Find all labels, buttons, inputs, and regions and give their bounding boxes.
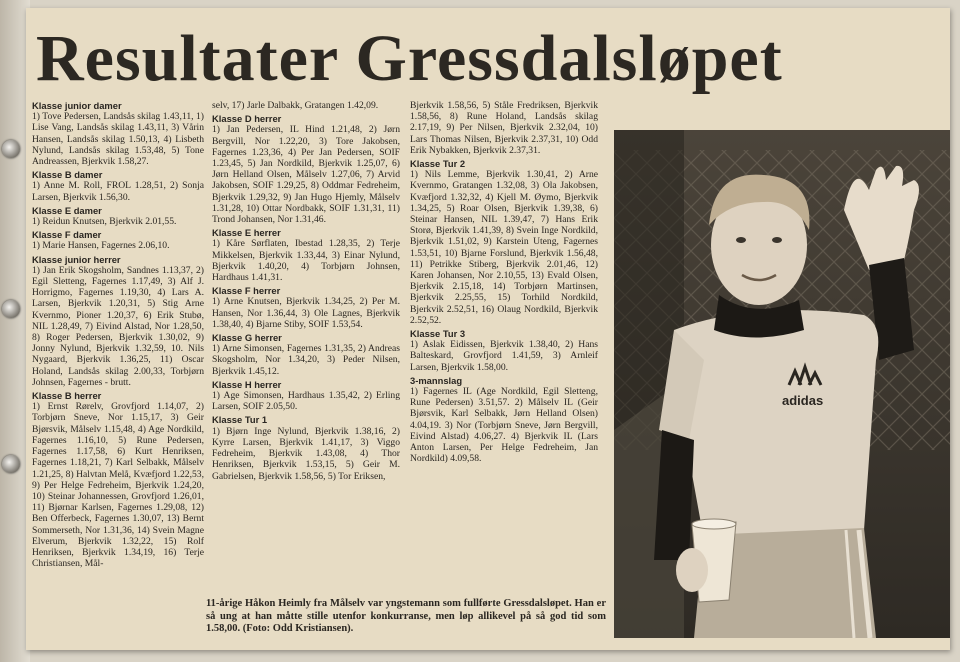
binder-ring (2, 300, 20, 318)
section-title: Klasse E damer (32, 204, 102, 216)
section-results: 1) Ernst Rørelv, Grovfjord 1.14,07, 2) Torbjørn Sneve, Nor 1.15,17, 3) Geir Bjørsvik, Målselv 1.15,48, 4) Age Nordkild, Fagernes 1.16,10, 5) Rune Pedersen, Fagernes 1.17,58, 6) Kurt Henriksen, Fagernes 1.18,21, 7) Karl Selbakk, Målselv 1.21,25, 8) Halvtan Melå, Kvæfjord 1.22,53, 9) Per Helge Fedreheim, Bjerkvik 1.24,20, 10) Steinar Johannessen, Grovfjord 1.26,01, 11) Bjørnar Karlsen, Fagernes 1.29,08, 12) Ben Offerbeck, Fagernes 1.30,07, 13) Bernt Sommerseth, Nor 1.31,36, 14) Svein Magne Elverum, Bjerkvik 1.32,22, 15) Rolf Henriksen, Bjerkvik 1.34,19, 16) Terje Christiansen, Mål- (32, 401, 204, 570)
section-title: Klasse F herrer (212, 285, 281, 297)
section-results: Bjerkvik 1.58,56, 5) Ståle Fredriksen, Bjerkvik 1.58,56, 8) Rune Holand, Landsås skilag 2.17,19, 9) Per Nilsen, Bjerkvik 2.32,04, 10) Lars Thomas Nilsen, Bjerkvik 2.37,31, 10) Odd Erik Nybakken, Bjerkvik 2.37,31. (410, 100, 598, 156)
result-section (32, 169, 204, 203)
section-title: Klasse F damer (32, 229, 102, 241)
result-section (32, 229, 204, 251)
section-results: 1) Reidun Knutsen, Bjerkvik 2.01,55. (32, 216, 177, 228)
section-results: 1) Kåre Sørflaten, Ibestad 1.28,35, 2) Terje Mikkelsen, Bjerkvik 1.33,44, 3) Einar Nylund, Bjerkvik 1.40,20, 4) Torbjørn Johnsen, Hardhaus 1.41,31. (212, 238, 400, 284)
section-title: 3-mannslag (410, 374, 463, 386)
result-section (410, 328, 598, 373)
section-results: 1) Anne M. Roll, FROL 1.28,51, 2) Sonja Larsen, Bjerkvik 1.56,30. (32, 180, 204, 203)
headline: Resultater Gressdalsløpet (36, 22, 783, 95)
section-results: 1) Nils Lemme, Bjerkvik 1.30,41, 2) Arne Kvernmo, Gratangen 1.32,08, 3) Ola Jakobsen, Kvæfjord 1.32,32, 4) Kjell M. Øymo, Bjerkvik 1.34,25, 5) Roar Olsen, Bjerkvik 1.39,38, 6) Steinar Hansen, NIL 1.39,47, 7) Hans Erik Storø, Bjerkvik 1.41,39, 8) Svein Inge Nordkild, Bjerkvik 1.51,02, 9) Karstein Uteng, Fagernes 1.53,51, 10) Bjarne Forslund, Bjerkvik 1.56,48, 11) Petrikke Stiberg, Bjerkvik 2.01,46, 12) Karen Johansen, Nor 2.10,55, 13) Evald Olsen, Bjerkvik 2.15,18, 14) Torbjørn Martinsen, Bjerkvik 2.25,55, 15) Torhild Nordkild, Bjerkvik 2.52,51, 16) Olaug Nordkild, Bjerkvik 2.52,52. (410, 169, 598, 326)
newspaper-clipping (26, 8, 950, 650)
result-section (212, 414, 400, 481)
section-title: Klasse junior damer (32, 100, 122, 111)
shirt-logo-text: adidas (782, 393, 824, 408)
result-section (32, 100, 204, 167)
results-column-1 (32, 100, 204, 571)
result-section (410, 158, 598, 326)
section-title: Klasse G herrer (212, 332, 282, 344)
section-results: 1) Tove Pedersen, Landsås skilag 1.43,11, 1) Lise Vang, Landsås skilag 1.43,11, 3) Vårin Hansen, Landsås skilag 1.50,13, 4) Lisbeth Nylund, Landsås skilag 1.53,48, 5) Tone Andreassen, Bjerkvik 1.58,27. (32, 111, 204, 168)
section-title: Klasse Tur 3 (410, 328, 466, 340)
result-section (212, 332, 400, 377)
section-results: selv, 17) Jarle Dalbakk, Gratangen 1.42,09. (212, 100, 379, 111)
section-results: 1) Aslak Eidissen, Bjerkvik 1.38,40, 2) Hans Balteskard, Grovfjord 1.41,59, 3) Arnleif Larsen, Bjerkvik 1.58,00. (410, 339, 598, 373)
photo-runner (614, 130, 950, 638)
section-title: Klasse Tur 1 (212, 414, 268, 426)
binder-ring (2, 455, 20, 473)
section-title: Klasse junior herrer (32, 253, 121, 265)
section-results: 1) Jan Erik Skogsholm, Sandnes 1.13,37, 2) Egil Sletteng, Fagernes 1.17,49, 3) Alf J. Horrigmo, Fagernes 1.19,30, 4) Lars A. Larsen, Bjerkvik 1.20,31, 5) Stig Arne Kvernmo, Pioner 1.20,37, 6) Erik Stubø, NIL 1.28,49, 7) Eivind Alstad, Nor 1.28,50, 8) Roger Pedersen, Bjerkvik 1.30,02, 9) Jonny Nylund, Bjerkvik 1.32,59, 10. Nils Nygaard, Bjerkvik 1.36,25, 11) Oscar Holand, Landsås skilag 2.00,33, Torbjørn Johnsen, Fagernes - brutt. (32, 264, 204, 388)
section-title: Klasse H herrer (212, 378, 282, 390)
section-results: 1) Arne Simonsen, Fagernes 1.31,35, 2) Andreas Skogsholm, Nor 1.34,20, 3) Peder Nilsen, Bjerkvik 1.45,12. (212, 343, 400, 377)
result-section (212, 113, 400, 225)
section-title: Klasse B herrer (32, 390, 102, 402)
section-results: 1) Age Simonsen, Hardhaus 1.35,42, 2) Erling Larsen, SOIF 2.05,50. (212, 390, 400, 413)
binder-ring (2, 140, 20, 158)
section-results: 1) Bjørn Inge Nylund, Bjerkvik 1.38,16, 2) Kyrre Larsen, Bjerkvik 1.41,17, 3) Viggo Fedreheim, Bjerkvik 1.43,08, 4) Thor Henriksen, Bjerkvik 1.53,15, 5) Geir M. Gabrielsen, Bjerkvik 1.58,56, 5) Tor Eriksen, (212, 425, 400, 482)
result-section (212, 379, 400, 413)
section-title: Klasse B damer (32, 169, 103, 181)
section-title: Klasse Tur 2 (410, 158, 466, 170)
section-results: 1) Arne Knutsen, Bjerkvik 1.34,25, 2) Per M. Hansen, Nor 1.36,44, 3) Ole Lagnes, Bjerkvik 1.38,40, 4) Bjarne Stiby, SOIF 1.53,54. (212, 296, 400, 330)
section-title: Klasse E herrer (212, 227, 281, 239)
result-section (410, 100, 598, 156)
runner-illustration (614, 130, 950, 638)
result-section (410, 375, 598, 465)
result-section (212, 100, 400, 111)
results-column-3 (410, 100, 598, 467)
result-section (212, 227, 400, 283)
result-section (32, 205, 204, 227)
section-results: 1) Jan Pedersen, IL Hind 1.21,48, 2) Jørn Bergvill, Nor 1.22,20, 3) Tore Jakobsen, Fagernes 1.23,36, 4) Per Jan Pedersen, SOIF 1.23,45, 5) Jan Nordkild, Bjerkvik 1.25,07, 6) Jørn Helland Olsen, Målselv 1.27,06, 7) Arvid Jakobsen, SOIF 1.29,25, 8) Oddmar Fedreheim, Bjerkvik 1.29,32, 9) Jan Hugo Hjemly, Målselv 1.31,28, 10) Ottar Nordbakk, SOIF 1.31,31, 11) Trond Johansen, Nor 1.31,46. (212, 124, 400, 226)
section-results: 1) Fagernes IL (Age Nordkild, Egil Sletteng, Rune Pedersen) 3.51,57. 2) Målselv IL (Geir Bjørsvik, Karl Selbakk, Jørn Helland Olsen) 4.04,19. 3) Nor (Torbjørn Sneve, Jørn Bergvill, Eivind Alstad) 4.06,27. 4) Bjerkvik IL (Lars Anton Larsen, Per Helge Fedreheim, Jan Nordkild) 4.09,58. (410, 386, 598, 465)
results-column-2 (212, 100, 400, 484)
section-results: 1) Marie Hansen, Fagernes 2.06,10. (32, 240, 170, 252)
result-section (32, 390, 204, 569)
photo-caption: 11-årige Håkon Heimly fra Målselv var yngstemann som fullførte Gressdalsløpet. Han er så ung at han måtte stille utenfor konkurranse, men løp allikevel på så god tid som 1.58,00. (Foto: Odd Kristiansen). (206, 598, 606, 634)
result-section (212, 285, 400, 330)
result-section (32, 254, 204, 388)
section-title: Klasse D herrer (212, 113, 282, 125)
